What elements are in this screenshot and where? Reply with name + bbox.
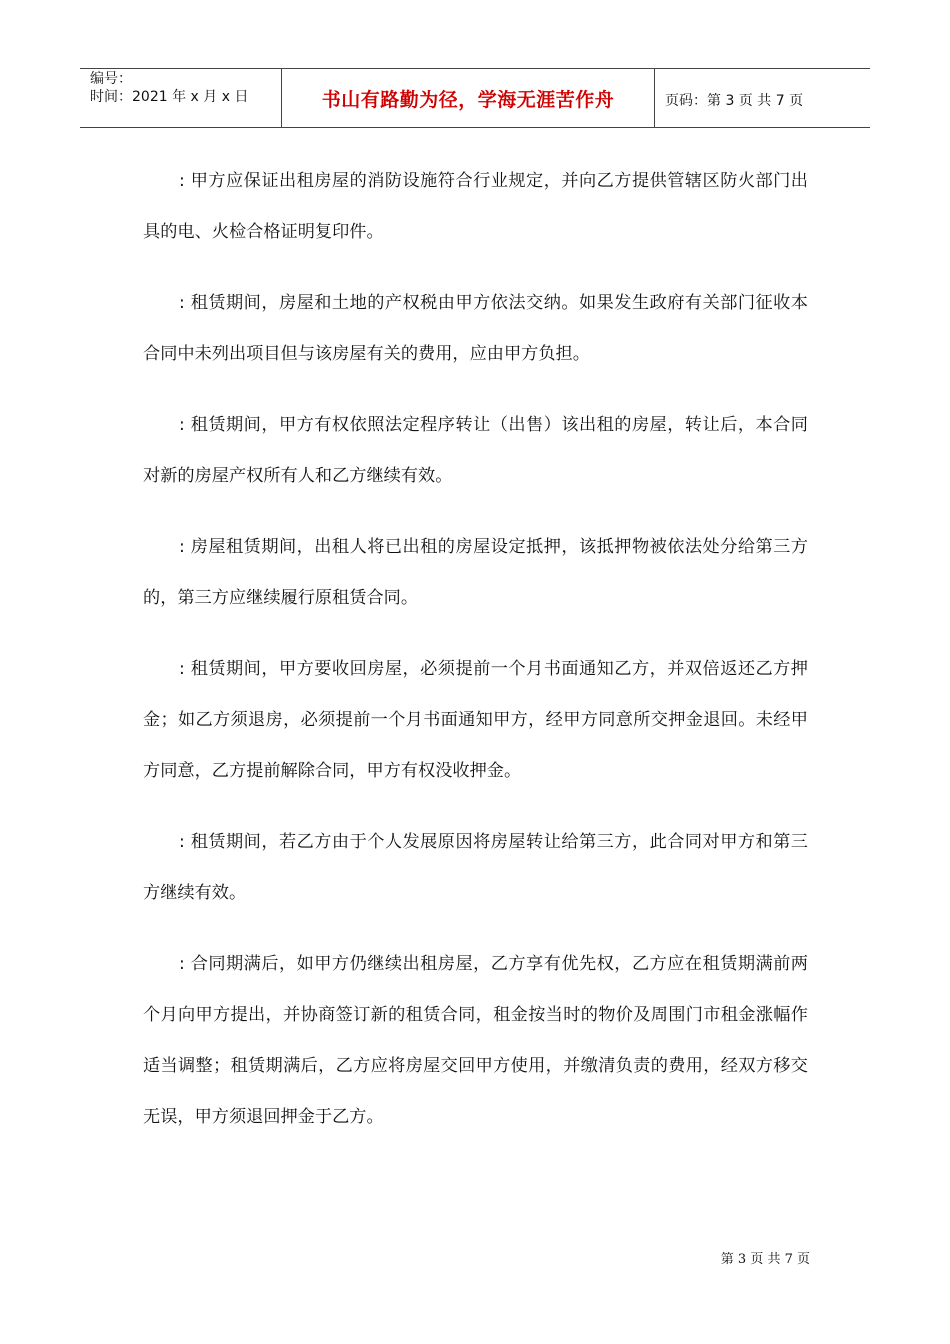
header-meta-cell bbox=[80, 69, 281, 127]
clause-paragraph: : 租赁期间，甲方要收回房屋，必须提前一个月书面通知乙方，并双倍返还乙方押金；如乙方须退房，必须提前一个月书面通知甲方，经甲方同意所交押金退回。未经甲方同意，乙方提前解除合同，甲方有权没收押金。 bbox=[143, 659, 808, 781]
header-page-cell bbox=[655, 69, 870, 127]
number-label: 编号： bbox=[90, 71, 132, 87]
motto-text: 书山有路勤为径，学海无涯苦作舟 bbox=[321, 89, 615, 111]
clause-paragraph: : 租赁期间，房屋和土地的产权税由甲方依法交纳。如果发生政府有关部门征收本合同中未列出项目但与该房屋有关的费用，应由甲方负担。 bbox=[143, 293, 808, 364]
clause-paragraph: : 合同期满后，如甲方仍继续出租房屋，乙方享有优先权，乙方应在租赁期满前两个月向甲方提出，并协商签订新的租赁合同，租金按当时的物价及周围门市租金涨幅作适当调整；租赁期满后，乙方应将房屋交回甲方使用，并缴清负责的费用，经双方移交无误，甲方须退回押金于乙方。 bbox=[143, 954, 808, 1127]
clause-paragraph: : 租赁期间，若乙方由于个人发展原因将房屋转让给第三方，此合同对甲方和第三方继续有效。 bbox=[143, 832, 808, 903]
clause-paragraph: : 租赁期间，甲方有权依照法定程序转让（出售）该出租的房屋，转让后，本合同对新的房屋产权所有人和乙方继续有效。 bbox=[143, 415, 808, 486]
header-motto-cell bbox=[281, 69, 655, 127]
page-header bbox=[80, 68, 870, 128]
time-label: 时间：2021 年 x 月 x 日 bbox=[90, 89, 249, 105]
clause-paragraph: : 甲方应保证出租房屋的消防设施符合行业规定，并向乙方提供管辖区防火部门出具的电、火检合格证明复印件。 bbox=[143, 171, 808, 242]
clause-paragraph: : 房屋租赁期间，出租人将已出租的房屋设定抵押，该抵押物被依法处分给第三方的，第三方应继续履行原租赁合同。 bbox=[143, 537, 808, 608]
page-code: 页码：第 3 页 共 7 页 bbox=[665, 93, 804, 109]
page-footer: 第 3 页 共 7 页 bbox=[720, 1252, 810, 1267]
document-body bbox=[143, 156, 808, 1163]
